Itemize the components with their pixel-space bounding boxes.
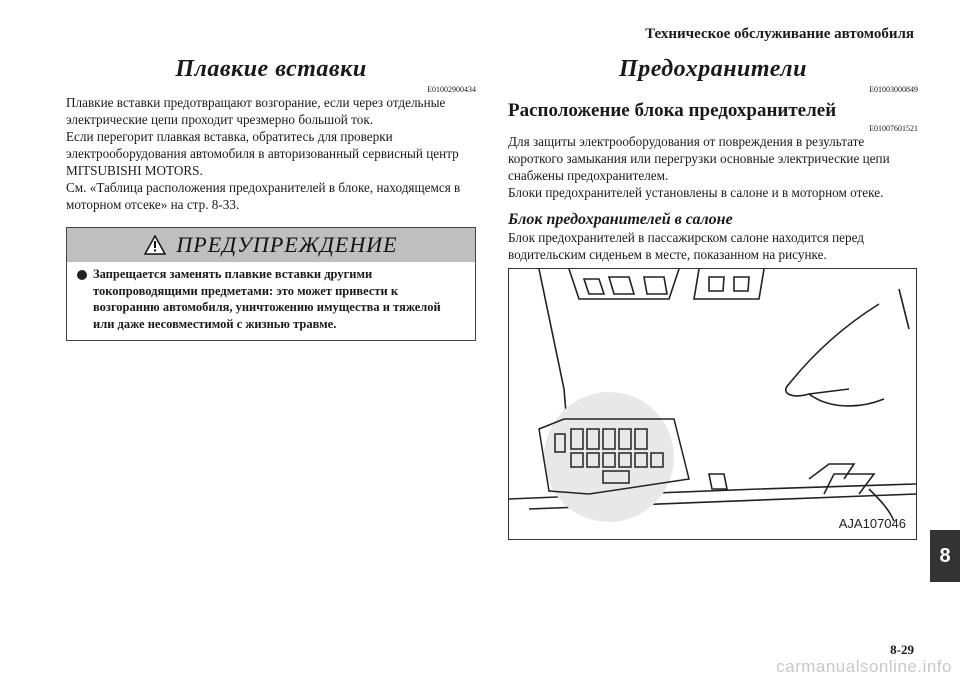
paragraph-page-ref: См. «Таблица расположения предохранителей в блоке, находящемся в моторном отсеке» на стр. 8-33. bbox=[66, 180, 461, 212]
section-code: E01007601521 bbox=[869, 124, 918, 133]
page-number: 8-29 bbox=[890, 642, 914, 657]
fusible-links-heading: Плавкие вставки bbox=[175, 56, 367, 82]
watermark: carmanualsonline.info bbox=[776, 657, 952, 676]
paragraph: Блок предохранителей в пассажирском салоне находится перед водительским сиденьем в месте, показанном на рисунке. bbox=[508, 230, 865, 262]
warning-title: ПРЕДУПРЕЖДЕНИЕ bbox=[176, 232, 398, 257]
warning-triangle-icon bbox=[144, 235, 166, 255]
warning-box bbox=[66, 227, 476, 341]
paragraph: Если перегорит плавкая вставка, обратитесь для проверки электрооборудования автомобиля в авторизованный сервисный центр MITSUBISHI MOTORS. bbox=[66, 129, 459, 178]
dashboard-line-drawing bbox=[509, 269, 916, 539]
cabin-fuse-block-heading: Блок предохранителей в салоне bbox=[508, 211, 733, 228]
left-column bbox=[66, 56, 476, 341]
paragraph: Блоки предохранителей установлены в салоне и в моторном отеке. bbox=[508, 185, 884, 200]
bullet-icon bbox=[77, 270, 87, 280]
fuse-block-location-heading: Расположение блока предохранителей bbox=[508, 100, 837, 121]
paragraph: Для защиты электрооборудования от повреждения в результате короткого замыкания или перегрузки основные электрические цепи снабжены предохранителем. bbox=[508, 134, 890, 183]
right-column bbox=[508, 56, 918, 263]
fuse-block-illustration bbox=[508, 268, 917, 540]
section-code: E01003000849 bbox=[869, 85, 918, 94]
chapter-tab: 8 bbox=[930, 530, 960, 582]
fuses-heading: Предохранители bbox=[619, 56, 807, 82]
running-header: Техническое обслуживание автомобиля bbox=[645, 26, 914, 42]
warning-body bbox=[67, 262, 475, 340]
warning-header bbox=[67, 228, 475, 262]
figure-label: AJA107046 bbox=[838, 516, 906, 531]
paragraph: Плавкие вставки предотвращают возгорание, если через отдельные электрические цепи проходит чрезмерно большой ток. bbox=[66, 95, 446, 127]
warning-text: Запрещается заменять плавкие вставки другими токопроводящими предметами: это может привести к возгоранию автомобиля, уничтожению имущества и тяжелой или даже несовместимой с жизнью травме. bbox=[93, 267, 441, 331]
section-code: E01002900434 bbox=[427, 85, 476, 94]
